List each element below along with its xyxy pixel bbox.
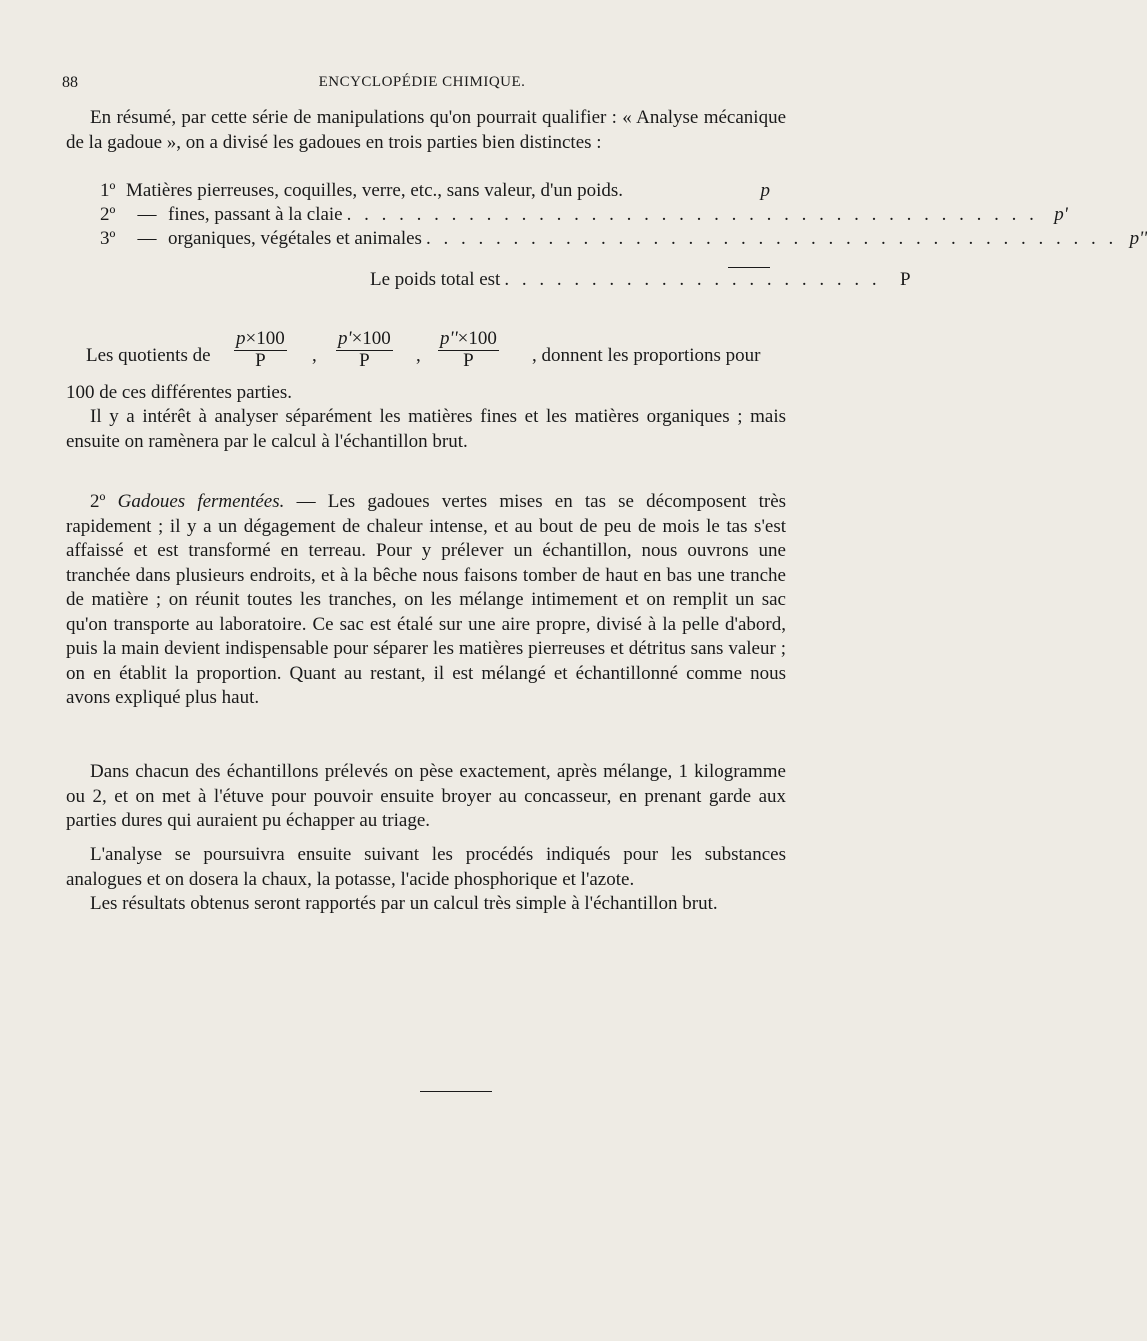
fraction-numerator-factor: ×100 [245, 328, 285, 349]
paragraph-weighing: Dans chacun des échantillons prélevés on pèse exactement, après mélange, 1 kilogramme ou 2, et on met à l'étuve pour pouvoir ensuite broyer au concasseur, en prenant garde aux parties dures qui auraient pu échapper au triage. [66, 761, 786, 831]
quotients-formula [86, 328, 786, 378]
list-item-number: 1º [100, 180, 116, 201]
fraction-numerator-factor: ×100 [457, 328, 497, 349]
list-item-dash: — [137, 228, 157, 249]
list-item [100, 203, 1068, 227]
list-item [100, 179, 770, 203]
fraction-numerator-variable: p' [338, 328, 352, 349]
fraction-separator: , [312, 345, 317, 366]
quotients-continuation: 100 de ces différentes parties. [66, 382, 292, 403]
section-number: 2º [90, 491, 106, 512]
fraction-denominator: P [255, 350, 266, 371]
fraction [336, 328, 393, 371]
paragraph-results: Les résultats obtenus seront rapportés par un calcul très simple à l'échantillon brut. [90, 893, 718, 914]
running-title: ENCYCLOPÉDIE CHIMIQUE. [318, 74, 526, 90]
fraction-separator: , [416, 345, 421, 366]
total-label: Le poids total est [370, 269, 501, 290]
section-heading: Gadoues fermentées. [117, 491, 285, 512]
fraction-denominator: P [463, 350, 474, 371]
paragraph-summary: En résumé, par cette série de manipulations qu'on pourrait qualifier : « Analyse mécanique de la gadoue », on a divisé les gadoues en trois parties bien distinctes : [66, 107, 786, 153]
fraction [438, 328, 499, 371]
total-variable: P [900, 269, 911, 290]
list-item-number: 3º [100, 228, 116, 249]
parts-list [100, 179, 1147, 251]
list-item-label: Matières pierreuses, coquilles, verre, etc., sans valeur, d'un poids. [126, 180, 624, 201]
fraction [234, 328, 287, 371]
dot-leader: . . . . . . . . . . . . . . . . . . . . . . . . . . . . . . . . . . . . . . . . [346, 204, 1038, 225]
page-header [62, 74, 782, 96]
fraction-numerator-variable: p'' [440, 328, 458, 349]
fraction-denominator: P [359, 350, 370, 371]
section-end-rule [420, 1091, 492, 1092]
dot-leader: . . . . . . . . . . . . . . . . . . . . . . [504, 269, 881, 290]
list-item-number: 2º [100, 204, 116, 225]
list-item-variable: p' [1054, 204, 1068, 225]
quotients-intro: Les quotients de [86, 345, 211, 366]
list-item-dash: — [137, 204, 157, 225]
dot-leader: . . . . . . . . . . . . . . . . . . . . . . . . . . . . . . . . . . . . . . . . [425, 228, 1118, 249]
total-weight [370, 268, 911, 292]
list-item [100, 227, 1147, 251]
paragraph-analysis: L'analyse se poursuivra ensuite suivant les procédés indiqués pour les substances analogues et on dosera la chaux, la potasse, l'acide phosphorique et l'azote. [66, 844, 786, 890]
list-item-variable: p'' [1129, 228, 1147, 249]
list-item-variable: p [760, 180, 770, 201]
quotients-end: , donnent les proportions pour [532, 345, 761, 366]
paragraph-separate-analysis: Il y a intérêt à analyser séparément les matières fines et les matières organiques ; mais ensuite on ramènera par le calcul à l'échantillon brut. [66, 406, 786, 452]
list-item-label: organiques, végétales et animales [168, 228, 422, 249]
page-number: 88 [62, 74, 78, 91]
list-item-label: fines, passant à la claie [168, 204, 343, 225]
fraction-numerator-factor: ×100 [351, 328, 391, 349]
paragraph-fermented [66, 490, 786, 711]
section-body: — Les gadoues vertes mises en tas se décomposent très rapidement ; il y a un dégagement de chaleur intense, et au bout de peu de mois le tas s'est affaissé et est transformé en terreau. Pour y prélever un échantillon, nous ouvrons une tranchée dans plusieurs endroits, et à la bêche nous faisons tomber de haut en bas une tranche de matière ; on réunit toutes les tranches, on les mélange intimement et on remplit un sac qu'on transporte au laboratoire. Ce sac est étalé sur une aire propre, divisé à la pelle d'abord, puis la main devient indispensable pour séparer les matières pierreuses et détritus sans valeur ; on en établit la proportion. Quant au restant, il est mélangé et échantillonné comme nous avons expliqué plus haut. [66, 491, 787, 708]
fraction-numerator-variable: p [236, 328, 246, 349]
